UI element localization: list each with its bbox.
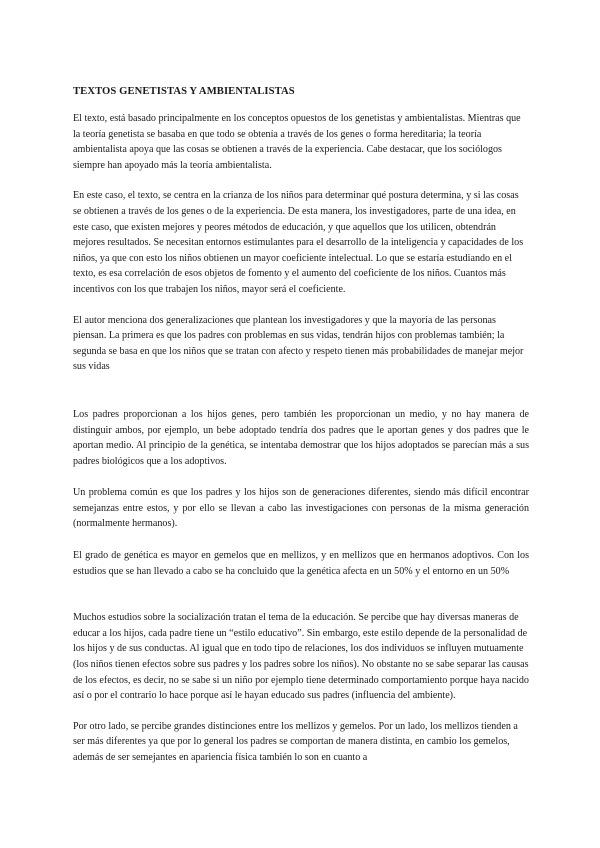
paragraph-generations: Un problema común es que los padres y los hijos son de generaciones diferentes, siendo más difícil encontrar semejanzas entre estos, y por ello se llevan a cabo las investigaciones con personas de la misma generación (normalmente hermanos). [73, 487, 529, 530]
document-title: TEXTOS GENETISTAS Y AMBIENTALISTAS [73, 86, 295, 97]
paragraph-generalizations: El autor menciona dos generalizaciones que plantean los investigadores y que la mayoría de las personas piensan. La primera es que los padres con problemas en sus vidas, tendrán hijos con problemas también; la segunda se basa en que los niños que se tratan con afecto y respeto tienen más probabilidades de manejar mejor sus vidas [73, 314, 524, 373]
paragraph-intro: El texto, está basado principalmente en los conceptos opuestos de los genetistas y ambientalistas. Mientras que la teoría genetista se basaba en que todo se obtenía a través de los genes o forma hereditaria; la teoría ambientalista apoya que las cosas se obtienen a través de la experiencia. Cabe destacar, que los sociólogos siempre han apoyado más la teoría ambientalista. [73, 113, 521, 171]
paragraph-twins-distinctions: Por otro lado, se percibe grandes distinciones entre los mellizos y gemelos. Por un lado, los mellizos tienden a ser más diferentes ya que por lo general los padres se comportan de manera distinta, en cambio los gemelos, además de ser semejantes en apariencia física también lo son en cuanto a [73, 720, 518, 763]
paragraph-socialization: Muchos estudios sobre la socialización tratan el tema de la educación. Se percibe que hay diversas maneras de educar a los hijos, cada padre tiene un “estilo educativo”. Sin embargo, este estilo depende de la personalidad de los hijos y de sus conductas. Al igual que en todo tipo de relaciones, los dos individuos se influyen mutuamente (los niños tienen efectos sobre sus padres y los padres sobre los niños). No obstante no se sabe separar las causas de los efectos, es decir, no se sabe si un niño por ejemplo tiene determinado comportamiento porque haya nacido así o por el contrario lo hace porque así le hayan educado sus padres (influencia del ambiente). [73, 612, 529, 702]
document-page [73, 86, 529, 766]
paragraph-child-rearing: En este caso, el texto, se centra en la crianza de los niños para determinar qué postura determina, y si las cosas se obtienen a través de los genes o de la experiencia. De esta manera, los investigadores, parte de una idea, en este caso, que existen mejores y peores métodos de educación, y que aquellos que los utilicen, obtendrán mejores resultados. Se necesitan entornos estimulantes para el desarrollo de la inteligencia y capacidades de los niños, ya que con esto los niños obtienen un mayor coeficiente intelectual. Lo que se estaría estudiando en el texto, es esa correlación de esos objetos de fomento y el aumento del coeficiente de los niños. Cuantos más incentivos con los que trabajen los niños, mayor será el coeficiente. [73, 190, 524, 295]
paragraph-genes-and-environment: Los padres proporcionan a los hijos genes, pero también les proporcionan un medio, y no hay manera de distinguir ambos, por ejemplo, un bebe adoptado tendría dos padres que le aportan genes y dos padres que le aportan medio. Al principio de la genética, se intentaba demostrar que los hijos adoptados se parecían más a sus padres biológicos que a los adoptivos. [73, 408, 529, 467]
paragraph-twins-genetics: El grado de genética es mayor en gemelos que en mellizos, y en mellizos que en hermanos adoptivos. Con los estudios que se han llevado a cabo se ha concluido que la genética afecta en un 50% y el entorno en un 50% [73, 550, 529, 577]
